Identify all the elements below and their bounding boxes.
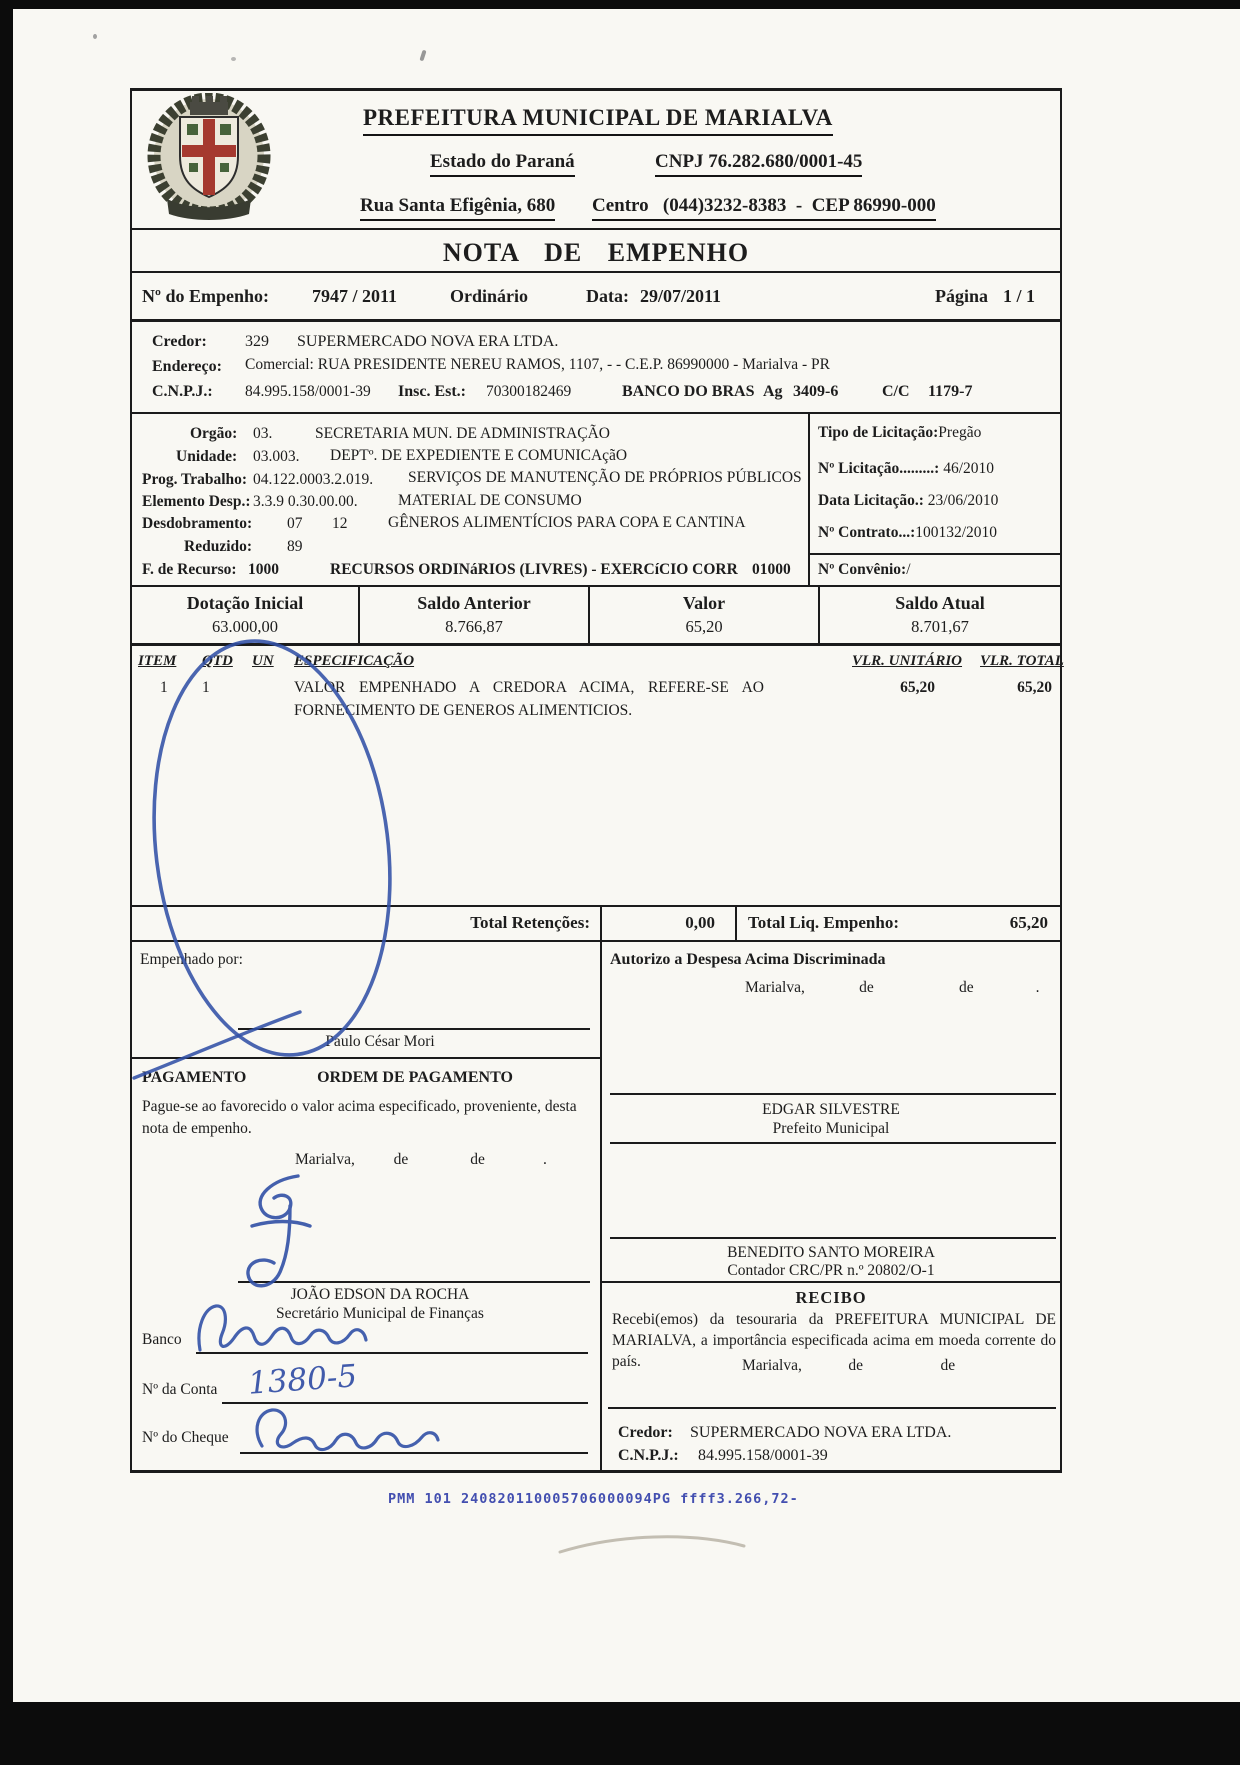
autorizo-date-line: Marialva, de de .	[745, 979, 1040, 996]
convenio-row	[818, 560, 911, 579]
prog-trabalho-label: Prog. Trabalho:	[142, 471, 248, 488]
document-title: NOTA DE EMPENHO	[442, 238, 750, 267]
licitacao-data: 23/06/2010	[927, 492, 999, 509]
unidade-label: Unidade:	[176, 448, 238, 465]
item-header-vlr-total: VLR. TOTAL	[980, 653, 1064, 669]
conta-line	[222, 1402, 588, 1404]
form-border	[1060, 88, 1062, 1472]
item-header-especificacao: ESPECIFICAÇÃO	[294, 653, 415, 669]
recibo-cnpj: 84.995.158/0001-39	[698, 1447, 828, 1464]
contador-title: Contador CRC/PR n.º 20802/O-1	[727, 1262, 935, 1279]
address-label: Endereço:	[152, 358, 222, 375]
empenho-type: Ordinário	[450, 286, 529, 306]
fonte-recurso-name: RECURSOS ORDINáRIOS (LIVRES) - EXERCíCIO CORR	[330, 561, 738, 578]
licitacao-numero-label: Nº Licitação.........:	[818, 460, 940, 477]
account-number: 1179-7	[928, 383, 973, 400]
divider	[130, 905, 1062, 907]
reduzido-label: Reduzido:	[184, 538, 253, 555]
desdobramento-label: Desdobramento:	[142, 515, 253, 532]
scan-border-left	[0, 0, 13, 1765]
header-address: Rua Santa Efigênia, 680	[360, 194, 555, 221]
divider	[130, 228, 1062, 230]
cheque-line	[240, 1452, 588, 1454]
coat-of-arms-logo	[140, 93, 278, 223]
empenho-number-label: Nº do Empenho:	[142, 286, 269, 306]
licitacao-numero: 46/2010	[943, 460, 995, 477]
header-address2: Centro (044)3232-8383 - CEP 86990-000	[592, 194, 936, 221]
divider	[610, 1142, 1056, 1144]
elemento-label: Elemento Desp.:	[142, 493, 251, 510]
dot-matrix-print: PMM 101 240820110005706000094PG ffff3.266,72-	[388, 1491, 799, 1507]
form-border	[130, 88, 132, 1472]
item-unit-value: 65,20	[900, 679, 935, 696]
divider	[808, 412, 810, 585]
licitacao-tipo-row	[818, 423, 981, 442]
contrato-numero: 100132/2010	[915, 524, 998, 541]
item-header-un: UN	[252, 653, 274, 669]
signature-line	[610, 1093, 1056, 1095]
prog-trabalho-name: SERVIÇOS DE MANUTENÇÃO DE PRÓPRIOS PÚBLICOS	[408, 469, 802, 486]
empenho-number: 7947 / 2011	[312, 286, 398, 306]
total-retencoes-value: 0,00	[685, 913, 715, 932]
secretario-name: JOÃO EDSON DA ROCHA	[290, 1286, 470, 1303]
scan-speckle	[93, 34, 97, 39]
divider	[808, 553, 1062, 555]
saldo-header-saldo-atual: Saldo Atual	[895, 593, 985, 613]
conta-label: Nº da Conta	[142, 1381, 218, 1398]
convenio-label: Nº Convênio:	[818, 561, 907, 578]
cheque-label: Nº do Cheque	[142, 1429, 229, 1446]
item-number: 1	[160, 679, 168, 696]
banco-line	[196, 1352, 588, 1354]
signature-line	[238, 1281, 590, 1283]
scan-speckle	[231, 57, 236, 61]
creditor-label: Credor:	[152, 333, 207, 350]
saldo-dotacao-inicial: 63.000,00	[212, 617, 278, 636]
orgao-label: Orgão:	[190, 425, 238, 442]
saldo-atual: 8.701,67	[911, 617, 969, 636]
agency-label: Ag	[763, 383, 783, 400]
divider	[600, 1281, 1062, 1283]
page-number: 1 / 1	[1003, 286, 1036, 306]
item-header-item: ITEM	[138, 653, 177, 669]
saldo-anterior: 8.766,87	[445, 617, 503, 636]
scan-border-top	[0, 0, 1240, 9]
account-label: C/C	[882, 383, 910, 400]
licitacao-data-label: Data Licitação.:	[818, 492, 924, 509]
recibo-credor-name: SUPERMERCADO NOVA ERA LTDA.	[690, 1424, 952, 1441]
fonte-recurso-label: F. de Recurso:	[142, 561, 237, 578]
recibo-title: RECIBO	[795, 1288, 867, 1307]
bank-name: BANCO DO BRAS	[622, 383, 755, 400]
orgao-name: SECRETARIA MUN. DE ADMINISTRAÇÃO	[315, 425, 610, 442]
prefeito-name: EDGAR SILVESTRE	[762, 1101, 900, 1118]
creditor-address: Comercial: RUA PRESIDENTE NEREU RAMOS, 1107, - - C.E.P. 86990000 - Marialva - PR	[245, 356, 830, 373]
divider	[600, 905, 602, 1470]
total-liquido-label: Total Liq. Empenho:	[748, 913, 899, 932]
faint-pencil-arc	[560, 1537, 744, 1552]
divider	[130, 271, 1062, 273]
licitacao-tipo-label: Tipo de Licitação:	[818, 424, 939, 441]
pagamento-title: PAGAMENTO	[142, 1069, 247, 1086]
fonte-recurso-code2: 01000	[752, 561, 791, 578]
contrato-row	[818, 523, 997, 542]
header-cnpj: CNPJ 76.282.680/0001-45	[655, 150, 862, 177]
saldo-header-dotacao-inicial: Dotação Inicial	[186, 593, 304, 613]
total-liquido-value: 65,20	[1009, 913, 1048, 932]
agency-number: 3409-6	[793, 383, 839, 400]
banco-label: Banco	[142, 1331, 182, 1348]
item-total-value: 65,20	[1017, 679, 1052, 696]
handwriting-cheque	[257, 1410, 438, 1450]
municipality-title: PREFEITURA MUNICIPAL DE MARIALVA	[363, 104, 833, 136]
item-header-qtd: QTD	[202, 653, 233, 669]
licitacao-data-row	[818, 491, 998, 510]
scan-speckle	[419, 50, 426, 62]
empenho-date: 29/07/2011	[640, 286, 722, 306]
empenhado-por-label: Empenhado por:	[140, 951, 243, 968]
divider	[608, 1407, 1056, 1409]
desdobramento-name: GÊNEROS ALIMENTÍCIOS PARA COPA E CANTINA	[388, 514, 746, 531]
divider	[130, 412, 1062, 414]
signature-joao-edson	[248, 1176, 310, 1286]
divider	[735, 905, 737, 942]
reduzido-value: 89	[287, 538, 303, 555]
item-description: VALOR EMPENHADO A CREDORA ACIMA, REFERE-SE AO FORNECIMENTO DE GENEROS ALIMENTICIOS.	[294, 679, 764, 720]
state-registration-label: Insc. Est.:	[398, 383, 467, 400]
desdobramento-code1: 07	[287, 515, 303, 532]
state-registration: 70300182469	[486, 383, 572, 400]
signature-line	[610, 1237, 1056, 1239]
prog-trabalho-code: 04.122.0003.2.019.	[253, 471, 374, 488]
page-label: Página	[935, 286, 989, 306]
saldo-header-valor: Valor	[682, 593, 726, 613]
unidade-name: DEPTº. DE EXPEDIENTE E COMUNICAçãO	[330, 447, 628, 464]
divider	[130, 940, 1062, 942]
elemento-name: MATERIAL DE CONSUMO	[398, 492, 582, 509]
state-label: Estado do Paraná	[430, 150, 575, 177]
orgao-code: 03.	[253, 425, 273, 442]
scan-border-bottom	[0, 1702, 1240, 1765]
saldo-valor: 65,20	[685, 617, 723, 636]
unidade-code: 03.003.	[253, 448, 300, 465]
elemento-code: 3.3.9 0.30.00.00.	[253, 493, 358, 510]
divider	[130, 585, 1062, 587]
form-border	[130, 1470, 1062, 1473]
saldo-header-saldo-anterior: Saldo Anterior	[417, 593, 531, 613]
convenio-valor: /	[906, 561, 911, 578]
form-border	[130, 88, 1062, 91]
item-header-vlr-unitario: VLR. UNITÁRIO	[852, 653, 963, 669]
empenho-date-label: Data:	[586, 286, 629, 306]
recibo-text: Recebi(emos) da tesouraria da PREFEITURA MUNICIPAL DE MARIALVA, a importância especificada acima em moeda corrente do país.	[612, 1311, 1056, 1370]
licitacao-tipo: Pregão	[938, 424, 982, 441]
creditor-cnpj: 84.995.158/0001-39	[245, 383, 371, 400]
empenhado-signer-name: Paulo César Mori	[325, 1033, 435, 1050]
licitacao-numero-row	[818, 459, 994, 478]
handwritten-account-number: 1380-5	[246, 1358, 359, 1402]
prefeito-title: Prefeito Municipal	[772, 1120, 890, 1137]
contador-name: BENEDITO SANTO MOREIRA	[727, 1244, 935, 1261]
recibo-cnpj-label: C.N.P.J.:	[618, 1447, 679, 1464]
pagamento-text: Pague-se ao favorecido o valor acima especificado, proveniente, desta nota de empenho.	[142, 1098, 577, 1138]
total-retencoes-label: Total Retenções:	[470, 913, 590, 932]
ordem-pagamento-title: ORDEM DE PAGAMENTO	[317, 1069, 513, 1086]
secretario-title: Secretário Municipal de Finanças	[276, 1305, 484, 1322]
creditor-cnpj-label: C.N.P.J.:	[152, 383, 213, 400]
divider	[130, 319, 1062, 322]
recibo-credor-label: Credor:	[618, 1424, 673, 1441]
recibo-date-line: Marialva, de de	[742, 1357, 956, 1374]
fonte-recurso-code: 1000	[248, 561, 279, 578]
signature-line	[238, 1028, 590, 1030]
desdobramento-code2: 12	[332, 515, 348, 532]
creditor-name: SUPERMERCADO NOVA ERA LTDA.	[297, 333, 559, 350]
divider	[130, 643, 1062, 646]
item-qty: 1	[202, 679, 210, 696]
pagamento-date-line: Marialva, de de .	[295, 1151, 547, 1168]
divider	[130, 1057, 600, 1059]
autorizo-title: Autorizo a Despesa Acima Discriminada	[610, 951, 886, 968]
contrato-label: Nº Contrato...:	[818, 524, 916, 541]
creditor-code: 329	[245, 333, 269, 350]
